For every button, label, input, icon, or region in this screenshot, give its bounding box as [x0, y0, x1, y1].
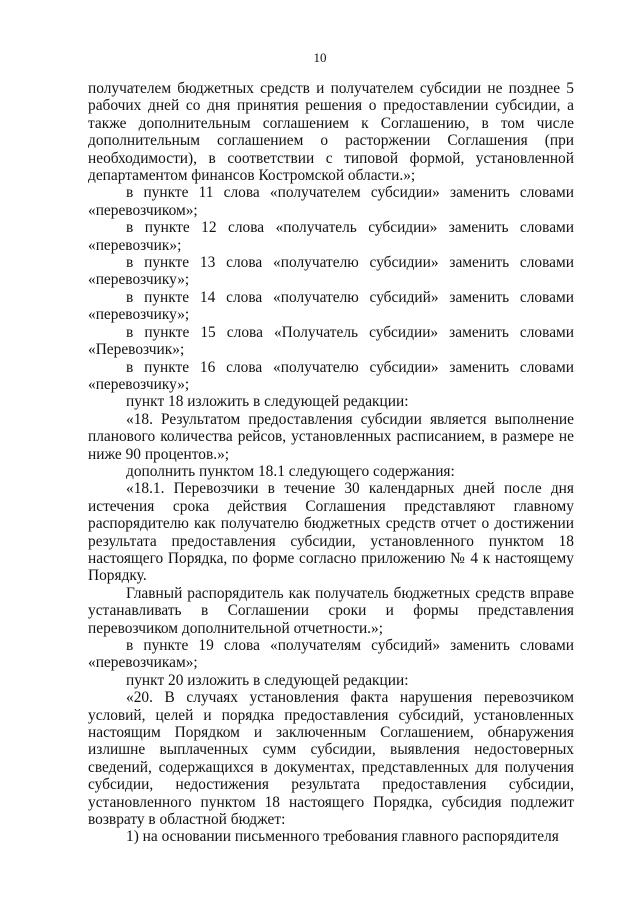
paragraph-item-15: в пункте 15 слова «Получатель субсидии» заменить словами «Перевозчик»; — [88, 323, 574, 359]
paragraph-subitem-1: 1) на основании письменного требования главного распорядителя — [126, 828, 559, 846]
paragraph-item-18-intro: пункт 18 изложить в следующей редакции: — [126, 393, 409, 411]
paragraph-item-12: в пункте 12 слова «получатель субсидии» заменить словами «перевозчик»; — [88, 219, 574, 254]
paragraph-item-14: в пункте 14 слова «получателю субсидий» заменить словами «перевозчику»; — [88, 288, 574, 324]
paragraph-item-20-text: «20. В случаях установления факта нарушения перевозчиком условий, целей и порядка предоставления субсидий, установленных настоящим Порядком и заключенным Соглашением, обнаружения излишне выплаченных сумм субсидии, выявления недостоверных сведений, содержащихся в документах, представленных для получения субсидии, недостижения результата предоставления субсидии, установленного пунктом 18 настоящего Порядка, субсидия подлежит возврату в областной бюджет: — [88, 689, 574, 829]
paragraph-item-18-1-intro: дополнить пунктом 18.1 следующего содержания: — [126, 462, 455, 480]
paragraph-item-13: в пункте 13 слова «получателю субсидии» заменить словами «перевозчику»; — [88, 254, 574, 289]
paragraph-item-19: в пункте 19 слова «получателям субсидий» заменить словами «перевозчикам»; — [88, 637, 574, 672]
paragraph-continuation: получателем бюджетных средств и получателем субсидии не позднее 5 рабочих дней со дня принятия решения о предоставлении субсидии, а также дополнительным соглашением к Соглашению, в том числе дополнительным соглашением о расторжении Соглашения (при необходимости), в соответствии с типовой формой, установленной департаментом финансов Костромской области.»; — [88, 80, 574, 185]
paragraph-item-16: в пункте 16 слова «получателю субсидии» заменить словами «перевозчику»; — [88, 358, 574, 393]
paragraph-item-18-1-text: «18.1. Перевозчики в течение 30 календарных дней после дня истечения срока действия Соглашения представляют главному распорядителю как получателю бюджетных средств отчет о достижении результата предоставления субсидии, установленного пунктом 18 настоящего Порядка, по форме согласно приложению № 4 к настоящему Порядку. — [88, 480, 574, 585]
page-number: 10 — [313, 50, 327, 65]
document-body — [88, 80, 574, 846]
paragraph-main-distributor: Главный распорядитель как получатель бюджетных средств вправе устанавливать в Соглашении сроки и формы представления перевозчиком дополнительной отчетности.»; — [88, 584, 574, 637]
paragraph-item-18-text: «18. Результатом предоставления субсидии является выполнение планового количества рейсов, установленных расписанием, в размере не ниже 90 процентов.»; — [88, 410, 574, 463]
paragraph-item-20-intro: пункт 20 изложить в следующей редакции: — [126, 671, 409, 689]
paragraph-item-11: в пункте 11 слова «получателем субсидии» заменить словами «перевозчиком»; — [88, 184, 574, 219]
